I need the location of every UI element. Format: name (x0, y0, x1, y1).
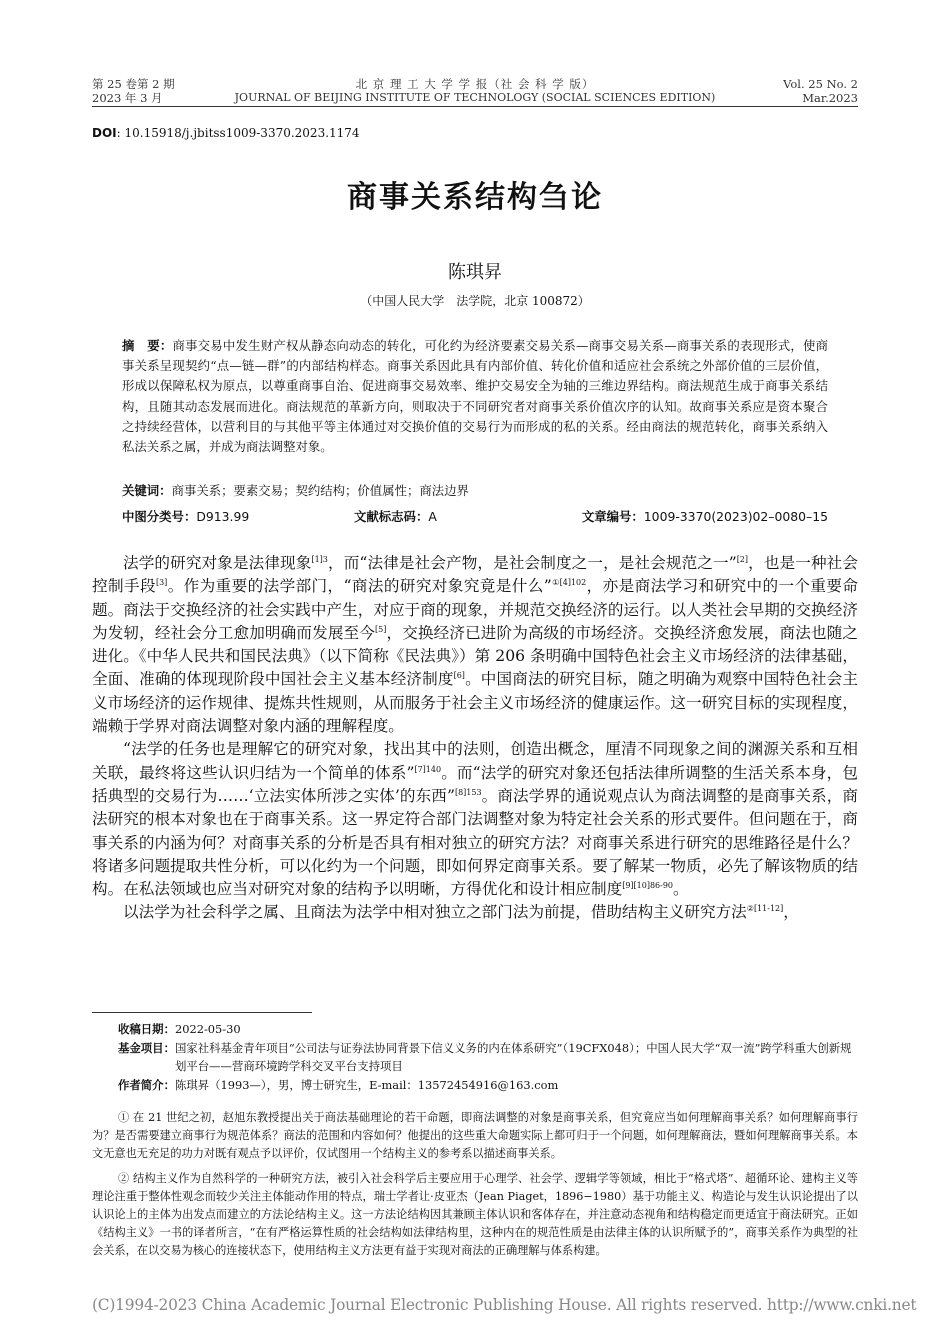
footnotes (92, 1109, 858, 1267)
received-value: 2022-05-30 (174, 1022, 241, 1036)
body-text-run: ，交换经济已进阶为高级的市场经济。交换经济愈发展，商法也随之进化。《中华人民共和国民法典》（以下简称《民法典》）第 206 条明确中国特色社会主义市场经济的法律基础，全面、准确的体现现阶段中国社会主义基本经济制度 (92, 623, 858, 689)
citation-ref: [3] (155, 578, 168, 588)
footnote-1: ① 在 21 世纪之初，赵旭东教授提出关于商法基础理论的若干命题，即商法调整的对象是商事关系，但究竟应当如何理解商事关系？如何理解商事行为？是否需要建立商事行为规范体系？商法的范围和内容如何？他提出的这些重大命题实际上都可归于一个问题，如何理解商法，暨如何理解商事关系。本文无意也无充足的功力对既有观点予以评价，仅试图用一个结构主义的参考系以描述商事关系。 (92, 1111, 858, 1161)
header-month: Mar.2023 (802, 91, 858, 105)
doc-label: 文献标志码： (354, 509, 429, 524)
article-label: 文章编号： (581, 509, 644, 524)
copyright-watermark: (C)1994-2023 China Academic Journal Electronic Publishing House. All rights reserved. http://www.cnki.net (92, 1296, 917, 1314)
clc-label: 中图分类号： (122, 509, 197, 524)
citation-ref: [8]153 (454, 787, 482, 797)
received-label: 收稿日期： (118, 1022, 175, 1036)
fund-label: 基金项目： (118, 1040, 175, 1055)
author-bio-label: 作者简介： (118, 1077, 175, 1092)
body-text-run: 法学的研究对象是法律现象 (123, 554, 312, 572)
article-number (582, 507, 828, 527)
abstract (122, 336, 828, 457)
citation-ref: [9][10]86-90 (622, 880, 674, 890)
article-title: 商事关系结构刍论 (347, 180, 603, 215)
keywords-text: 商事关系；要素交易；契约结构；价值属性；商法边界 (171, 483, 469, 498)
doi-value: : 10.15918/j.jbitss1009-3370.2023.1174 (116, 126, 360, 140)
abstract-label: 摘 要： (122, 338, 173, 353)
author-name: 陈琪昇 (448, 262, 502, 283)
header-journal-cn: 北 京 理 工 大 学 学 报（社 会 科 学 版） (355, 77, 595, 91)
body-text-run: 。中国商法的研究目标，随之明确为观察中国特色社会主义市场经济的运作规律、提炼共性规则，从而服务于社会主义市场经济的健康运作。这一研究目标的实现程度，端赖于学界对商法调整对象内涵的理解程度。 (92, 670, 858, 736)
citation-ref: ①[4]102 (551, 578, 587, 588)
abstract-text: 商事交易中发生财产权从静态向动态的转化，可化约为经济要素交易关系—商事交易关系—商事关系的表现形式，使商事关系呈现契约“点—链—群”的内部结构样态。商事关系因此具有内部价值、转化价值和适应社会系统之外部价值的三层价值，形成以保障私权为原点，以尊重商事自治、促进商事交易效率、维护交易安全为轴的三维边界结构。商法规范生成于商事关系结构，且随其动态发展而进化。商法规范的革新方向，则取决于不同研究者对商事关系价值次序的认知。故商事关系应是资本聚合之持续经营体，以营利目的与其他平等主体通过对交换价值的交易行为而形成的私的关系。经由商法的规范转化，商事关系纳入私法关系之属，并成为商法调整对象。 (122, 338, 829, 455)
body-text-run: ， (783, 903, 799, 922)
fund-value: 国家社科基金青年项目“公司法与证券法协同背景下信义义务的内在体系研究”（19CFX048）；中国人民大学“双一流”跨学科重大创新规划平台——营商环境跨学科交叉平台支持项目 (174, 1040, 852, 1074)
body-text-run: ，亦是商法学习和研究中的一个重要命题。商法于交换经济的社会实践中产生，对应于商的现象，并规范交换经济的运行。以人类社会早期的交换经济为发轫，经社会分工愈加明确而发展至今 (92, 577, 858, 642)
received-date (118, 1020, 858, 1039)
body-text-run: 。商法学界的通说观点认为商法调整的是商事关系，商法研究的根本对象也在于商事关系。这一界定符合部门法调整对象为特定社会关系的形式要件。但问题在于，商事关系的内涵为何？对商事关系的分析是否具有相对独立的研究方法？对商事关系进行研究的思维路径是什么？将诸多问题提取共性分析，可以化约为一个问题，即如何界定商事关系。要了解某一物质，必先了解该物质的结构。在私法领域也应当对研究对象的结构予以明晰，方得优化和设计相应制度 (92, 786, 858, 899)
doc-code (354, 507, 437, 527)
body-paragraph-3 (92, 901, 858, 924)
header-vol (783, 77, 858, 105)
header-rule (92, 106, 858, 107)
citation-ref: [7]140 (414, 764, 442, 774)
header-journal-en: JOURNAL OF BEIJING INSTITUTE OF TECHNOLOGY (SOCIAL SCIENCES EDITION) (234, 91, 716, 104)
article-value: 1009-3370(2023)02–0080–15 (643, 509, 828, 524)
footnote-rule (92, 1012, 312, 1013)
body-paragraph-2 (92, 738, 858, 901)
fund-project (118, 1039, 858, 1076)
body-text-run: 。而“法学的研究对象还包括法律所调整的生活关系本身，包括典型的交易行为……‘立法实体所涉之实体’的东西” (92, 763, 858, 805)
body-text-run: “法学的任务也是理解它的研究对象，找出其中的法则，创造出概念，厘清不同现象之间的渊源关系和互相关联，最终将这些认识归结为一个简单的体系” (92, 740, 858, 782)
citation-ref: [2] (736, 554, 749, 564)
funding-info (118, 1020, 858, 1094)
body-paragraph-1 (92, 552, 858, 738)
citation-ref: [5] (375, 624, 387, 634)
doc-value: A (428, 509, 437, 524)
author-bio (118, 1076, 858, 1095)
body-text-run: 。 (673, 880, 689, 899)
clc-value: D913.99 (196, 509, 250, 524)
body-text-run: 以法学为社会科学之属、且商法为法学中相对独立之部门法为前提，借助结构主义研究方法 (123, 903, 747, 922)
clc-code (122, 507, 249, 527)
keywords (122, 481, 828, 501)
header-date: 2023 年 3 月 (92, 91, 163, 105)
citation-ref: ②[11-12] (746, 904, 784, 914)
header-vol-no: Vol. 25 No. 2 (783, 77, 858, 91)
citation-ref: [6] (453, 671, 465, 681)
body-text-run: 。作为重要的法学部门，“商法的研究对象究竟是什么” (167, 577, 552, 596)
header-volume-issue: 第 25 卷第 2 期 (92, 77, 175, 91)
author-bio-value: 陈琪昇（1993—），男，博士研究生，E-mail：13572454916@163.com (174, 1077, 559, 1092)
body-text-run: ，也是一种社会控制手段 (92, 554, 858, 596)
citation-ref: [1]3 (311, 554, 328, 564)
footnote-2: ② 结构主义作为自然科学的一种研究方法，被引入社会科学后主要应用于心理学、社会学、逻辑学等领域，相比于“格式塔”、超循环论、建构主义等理论注重于整体性观念而较少关注主体能动作用的特点，瑞士学者让·皮亚杰（Jean Piaget，1896−1980）基于功能主义、构造论与发生认识论提出了以认识论上的主体为出发点而建立的方法论结构主义。这一方法论结构因其兼顾主体认识和客体存在，并注意动态视角和结构稳定而更适宜于商法研究。正如《结构主义》一书的译者所言，“在有严格运算性质的社会结构如法律结构里，这种内在的规范性质是由法律主体的认识所赋予的”，商事关系作为典型的社会关系，在以交易为核心的连接状态下，使用结构主义方法更有益于实现对商法的正确理解与体系构建。 (92, 1171, 858, 1258)
doi-label: DOI (92, 126, 117, 140)
body-text-run: ，而“法律是社会产物，是社会制度之一，是社会规范之一” (327, 554, 737, 572)
body-text (92, 552, 858, 925)
keywords-label: 关键词： (122, 483, 172, 498)
author-affiliation: （中国人民大学 法学院，北京 100872） (360, 294, 590, 308)
doi-line (92, 126, 360, 140)
